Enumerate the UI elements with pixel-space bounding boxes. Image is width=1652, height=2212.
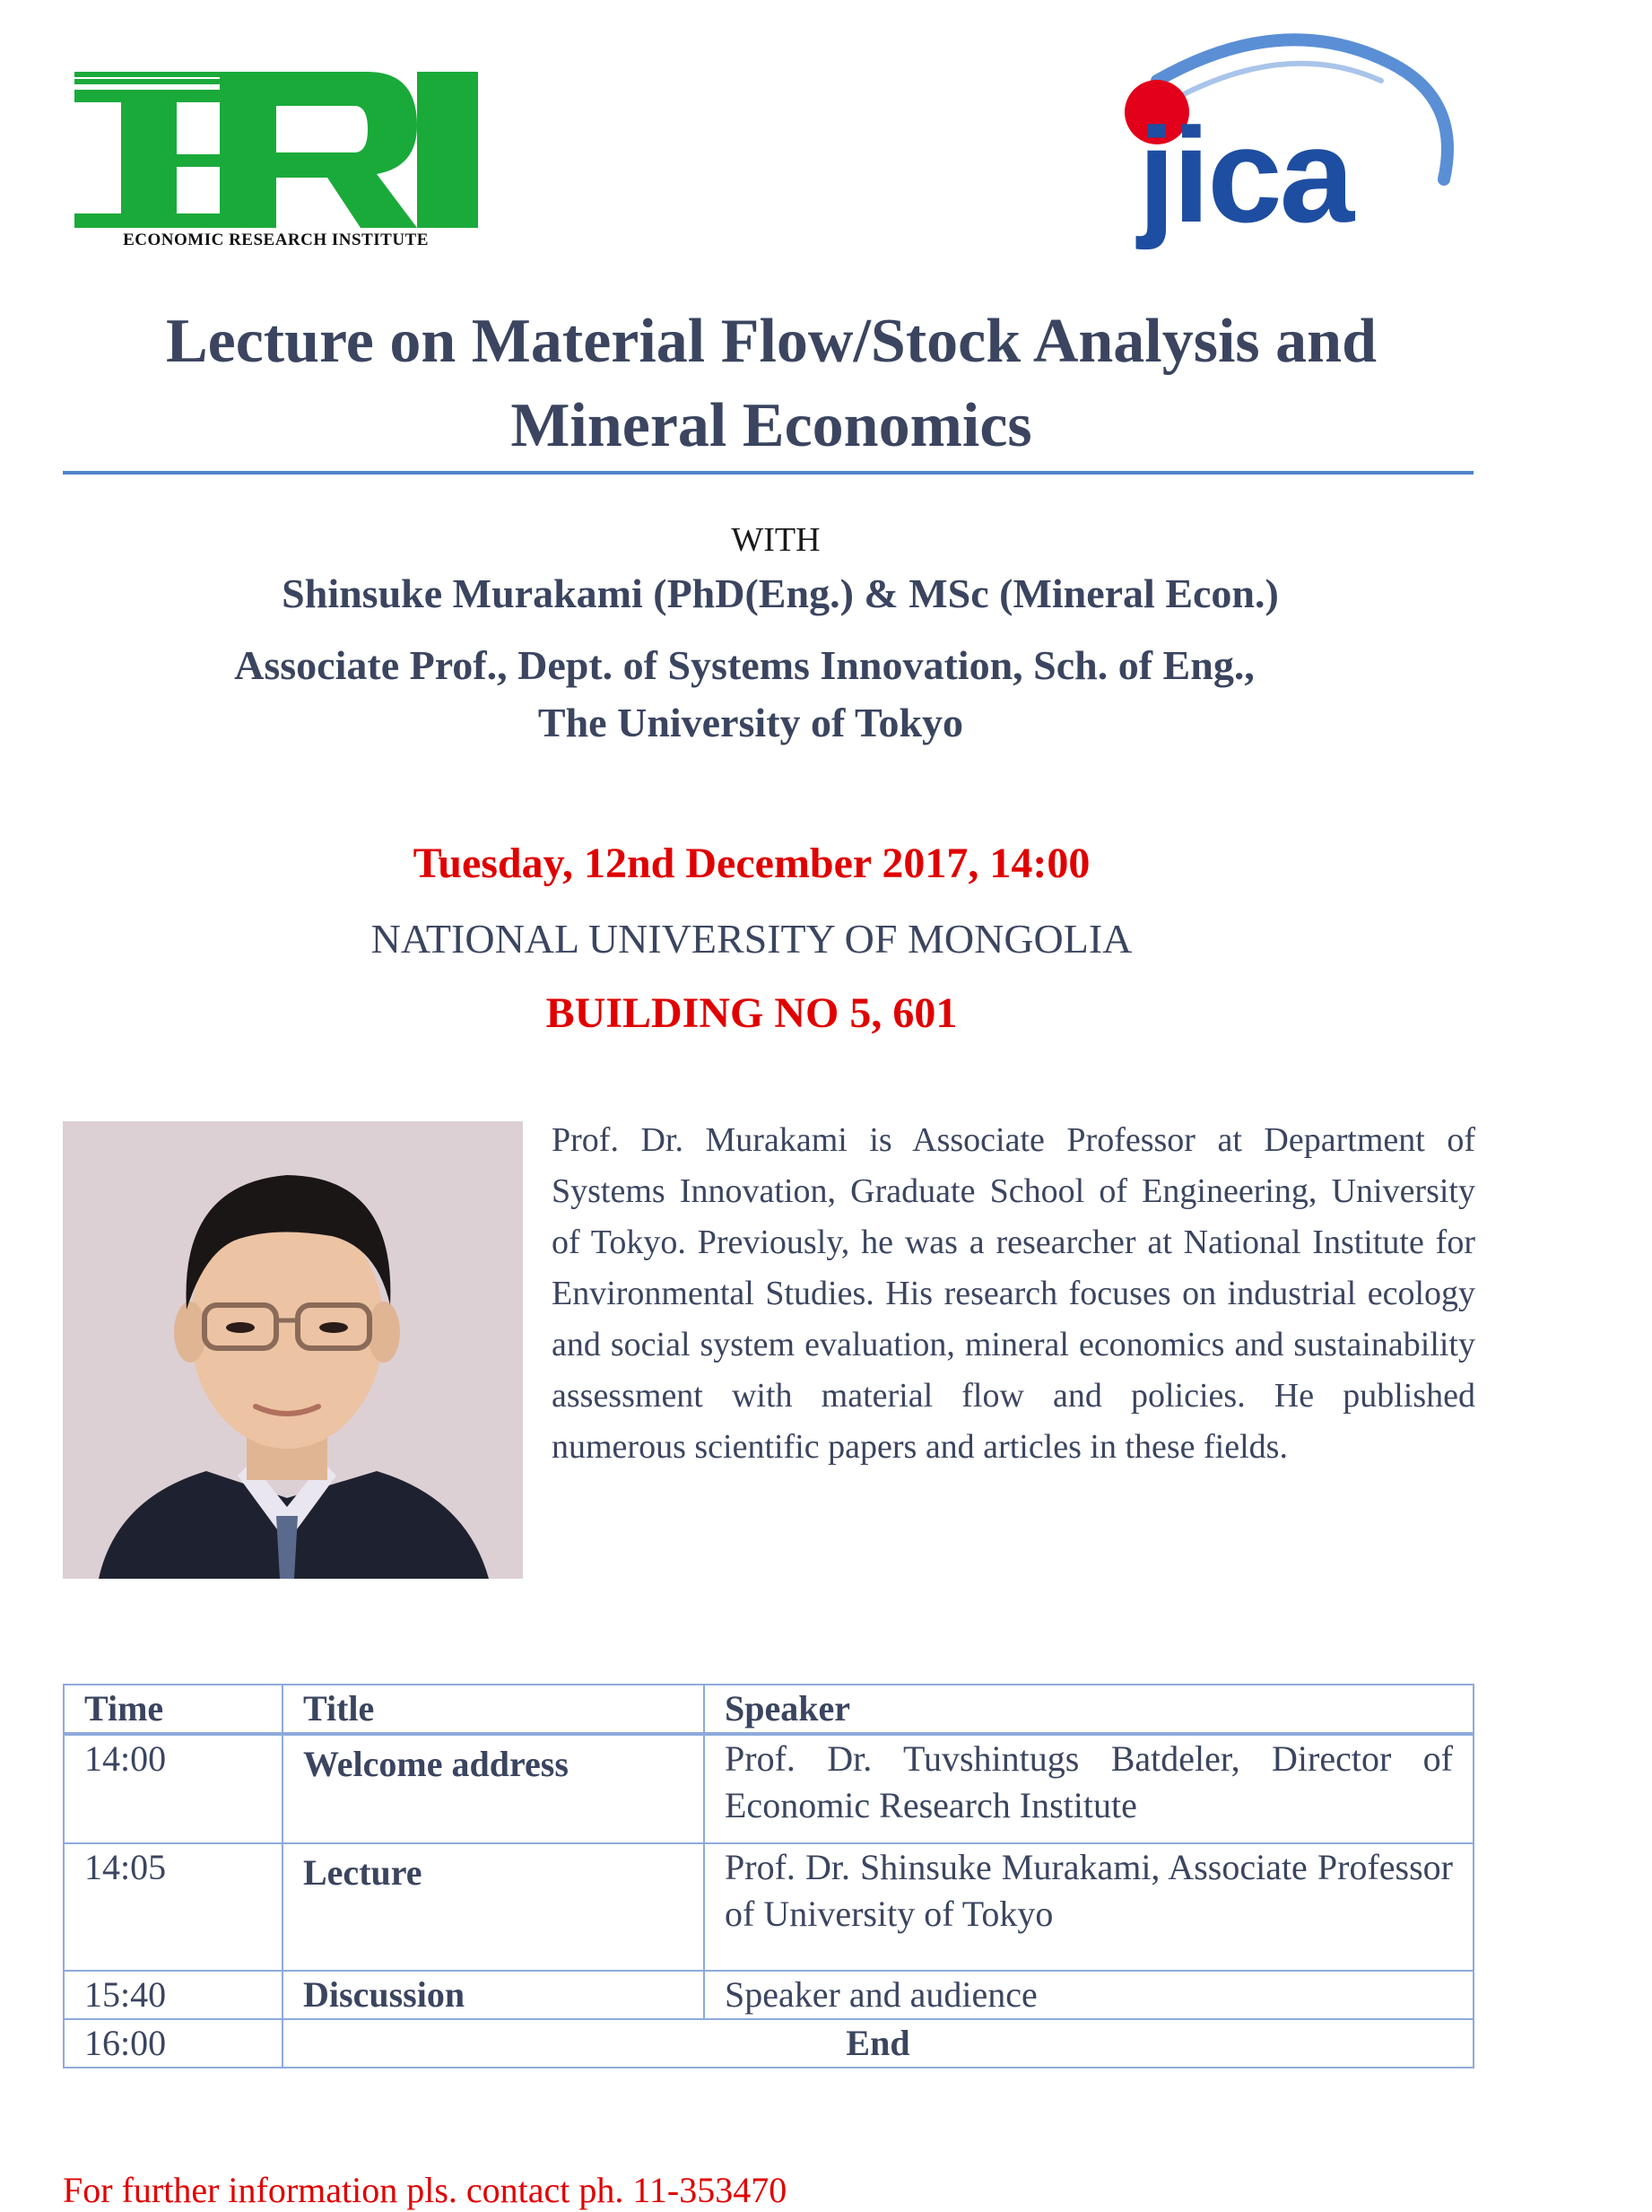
agenda-speaker: Prof. Dr. Tuvshintugs Batdeler, Director of Economic Research Institute bbox=[704, 1734, 1474, 1843]
agenda-row bbox=[64, 1734, 1474, 1843]
agenda-row bbox=[64, 1971, 1474, 2019]
agenda-row bbox=[64, 1843, 1474, 1971]
event-date: Tuesday, 12nd December 2017, 14:00 bbox=[413, 840, 1091, 887]
agenda-end: End bbox=[283, 2019, 1474, 2068]
contact-info: For further information pls. contact ph. 11-353470 bbox=[63, 2170, 787, 2210]
agenda-speaker: Speaker and audience bbox=[704, 1971, 1474, 2019]
agenda-header-speaker: Speaker bbox=[704, 1685, 1474, 1734]
speaker-name: Shinsuke Murakami (PhD(Eng.) & MSc (Mineral Econ.) bbox=[282, 570, 1279, 616]
eri-logo-text: ECONOMIC RESEARCH INSTITUTE bbox=[123, 231, 429, 249]
agenda-time: 15:40 bbox=[64, 1971, 283, 2019]
lecture-title-line-1: Lecture on Material Flow/Stock Analysis and bbox=[165, 307, 1378, 376]
agenda-header-time: Time bbox=[64, 1685, 283, 1734]
agenda-title: Discussion bbox=[283, 1971, 704, 2019]
agenda-title: Lecture bbox=[283, 1843, 704, 1971]
title-divider bbox=[63, 471, 1474, 475]
agenda-title: Welcome address bbox=[283, 1734, 704, 1843]
speaker-university: The University of Tokyo bbox=[537, 700, 964, 745]
agenda-speaker: Prof. Dr. Shinsuke Murakami, Associate Professor of University of Tokyo bbox=[704, 1843, 1474, 1971]
event-building: BUILDING NO 5, 601 bbox=[545, 989, 958, 1037]
agenda-table bbox=[63, 1684, 1474, 2068]
agenda-time: 14:00 bbox=[64, 1734, 283, 1843]
agenda-header-title: Title bbox=[283, 1685, 704, 1734]
speaker-portrait bbox=[63, 1121, 523, 1579]
jica-wordmark: jica bbox=[1137, 100, 1352, 250]
agenda-time: 16:00 bbox=[64, 2019, 283, 2068]
agenda-header-row bbox=[64, 1685, 1474, 1734]
speaker-position: Associate Prof., Dept. of Systems Innovation, Sch. of Eng., bbox=[234, 642, 1255, 688]
speaker-bio: Prof. Dr. Murakami is Associate Professor at Department of Systems Innovation, Graduate School of Engineering, University of Tokyo. Previously, he was a researcher at National Institute for Environmental Studies. His research focuses on industrial ecology and social system evaluation, mineral economics and sustainability assessment with material flow and policies. He published numerous scientific papers and articles in these fields. bbox=[552, 1121, 1475, 1466]
with-label: WITH bbox=[731, 521, 821, 559]
lecture-title-line-2: Mineral Economics bbox=[510, 391, 1032, 460]
agenda-row bbox=[64, 2019, 1474, 2068]
agenda-time: 14:05 bbox=[64, 1843, 283, 1971]
event-venue: NATIONAL UNIVERSITY OF MONGOLIA bbox=[370, 916, 1133, 962]
